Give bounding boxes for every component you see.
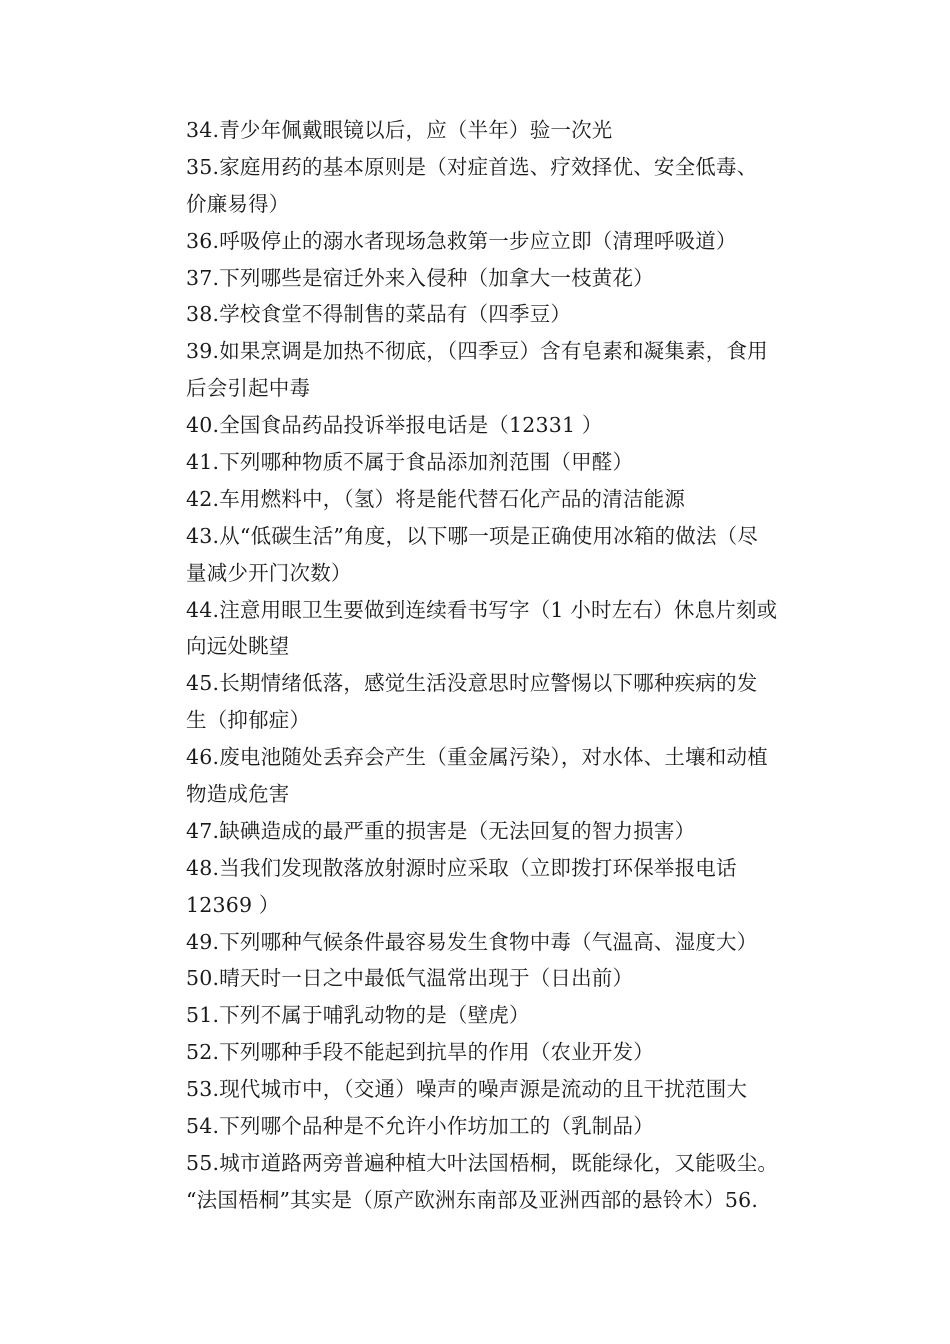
text-line: 后会引起中毒 — [186, 376, 311, 401]
text-line: “法国梧桐”其实是（原产欧洲东南部及亚洲西部的悬铃木）56. — [186, 1187, 759, 1212]
text-line: 52.下列哪种手段不能起到抗旱的作用（农业开发） — [186, 1040, 654, 1065]
text-line: 向远处眺望 — [186, 634, 290, 659]
text-line: 54.下列哪个品种是不允许小作坊加工的（乳制品） — [186, 1114, 654, 1139]
text-line: 51.下列不属于哺乳动物的是（壁虎） — [186, 1003, 530, 1028]
document-body — [186, 112, 816, 1219]
text-line: 50.晴天时一日之中最低气温常出现于（日出前） — [186, 966, 634, 991]
text-line: 12369 ） — [186, 892, 280, 917]
text-line: 48.当我们发现散落放射源时应采取（立即拨打环保举报电话 — [186, 855, 737, 880]
text-line: 40.全国食品药品投诉举报电话是（12331 ） — [186, 413, 603, 438]
text-line: 39.如果烹调是加热不彻底，（四季豆）含有皂素和凝集素，食用 — [186, 339, 768, 364]
text-line: 37.下列哪些是宿迁外来入侵种（加拿大一枝黄花） — [186, 265, 654, 290]
text-line: 36.呼吸停止的溺水者现场急救第一步应立即（清理呼吸道） — [186, 228, 737, 253]
text-line: 生（抑郁症） — [186, 708, 311, 733]
text-line: 34.青少年佩戴眼镜以后，应（半年）验一次光 — [186, 118, 613, 142]
text-line: 46.废电池随处丢弃会产生（重金属污染），对水体、土壤和动植 — [186, 745, 768, 770]
text-line: 45.长期情绪低落，感觉生活没意思时应警惕以下哪种疾病的发 — [186, 671, 758, 696]
text-line: 53.现代城市中，（交通）噪声的噪声源是流动的且干扰范围大 — [186, 1077, 748, 1102]
text-line: 42.车用燃料中，（氢）将是能代替石化产品的清洁能源 — [186, 486, 686, 511]
text-line: 价廉易得） — [186, 191, 290, 216]
text-line: 41.下列哪种物质不属于食品添加剂范围（甲醛） — [186, 450, 634, 475]
text-line: 49.下列哪种气候条件最容易发生食物中毒（气温高、湿度大） — [186, 929, 758, 954]
text-line: 35.家庭用药的基本原则是（对症首选、疗效择优、安全低毒、 — [186, 154, 758, 179]
text-line: 47.缺碘造成的最严重的损害是（无法回复的智力损害） — [186, 818, 696, 843]
text-line: 55.城市道路两旁普遍种植大叶法国梧桐，既能绿化，又能吸尘。 — [186, 1150, 779, 1175]
text-line: 44.注意用眼卫生要做到连续看书写字（1 小时左右）休息片刻或 — [186, 597, 778, 622]
text-line: 物造成危害 — [186, 782, 290, 807]
text-line: 43.从“低碳生活”角度，以下哪一项是正确使用冰箱的做法（尽 — [186, 523, 759, 548]
text-line: 38.学校食堂不得制售的菜品有（四季豆） — [186, 302, 572, 327]
text-line: 量减少开门次数） — [186, 560, 352, 585]
